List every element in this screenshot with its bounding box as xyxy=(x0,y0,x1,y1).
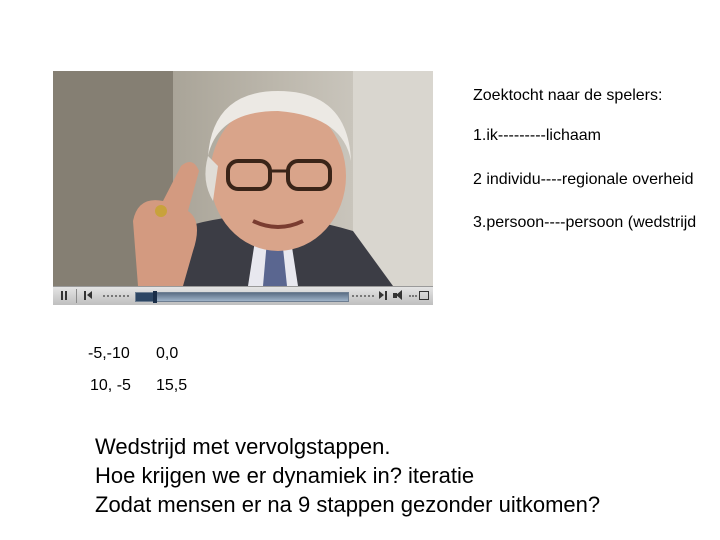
players-list xyxy=(473,0,720,240)
players-item-2: 2 individu----regionale overheid xyxy=(473,171,694,188)
video-player[interactable] xyxy=(53,71,433,305)
payoff-cell: -5,-10 xyxy=(88,345,130,362)
bottom-line-2: Hoe krijgen we er dynamiek in? iteratie xyxy=(95,463,475,488)
fullscreen-icon[interactable] xyxy=(419,290,430,302)
speaker-image xyxy=(53,71,433,286)
divider xyxy=(76,289,77,303)
payoff-cell: 15,5 xyxy=(156,377,188,394)
pause-icon[interactable] xyxy=(59,290,69,302)
players-item-1: 1.ik---------lichaam xyxy=(473,127,601,144)
player-controls xyxy=(53,286,433,305)
progress-track[interactable] xyxy=(135,292,349,302)
back-icon[interactable] xyxy=(83,290,93,302)
divider xyxy=(409,295,417,297)
progress-thumb[interactable] xyxy=(153,291,157,303)
divider xyxy=(352,295,374,297)
bottom-text xyxy=(95,432,600,519)
bottom-line-3: Zodat mensen er na 9 stappen gezonder uitkomen? xyxy=(95,492,601,517)
bottom-line-1: Wedstrijd met vervolgstappen. xyxy=(95,434,391,459)
players-item-3: 3.persoon----persoon (wedstrijd xyxy=(473,214,697,231)
video-frame[interactable] xyxy=(53,71,433,286)
volume-icon[interactable] xyxy=(393,290,407,302)
forward-icon[interactable] xyxy=(379,290,389,302)
payoff-cell: 10, -5 xyxy=(90,377,131,394)
divider xyxy=(103,295,129,299)
payoff-cell: 0,0 xyxy=(156,345,179,362)
players-heading: Zoektocht naar de spelers: xyxy=(473,87,663,104)
